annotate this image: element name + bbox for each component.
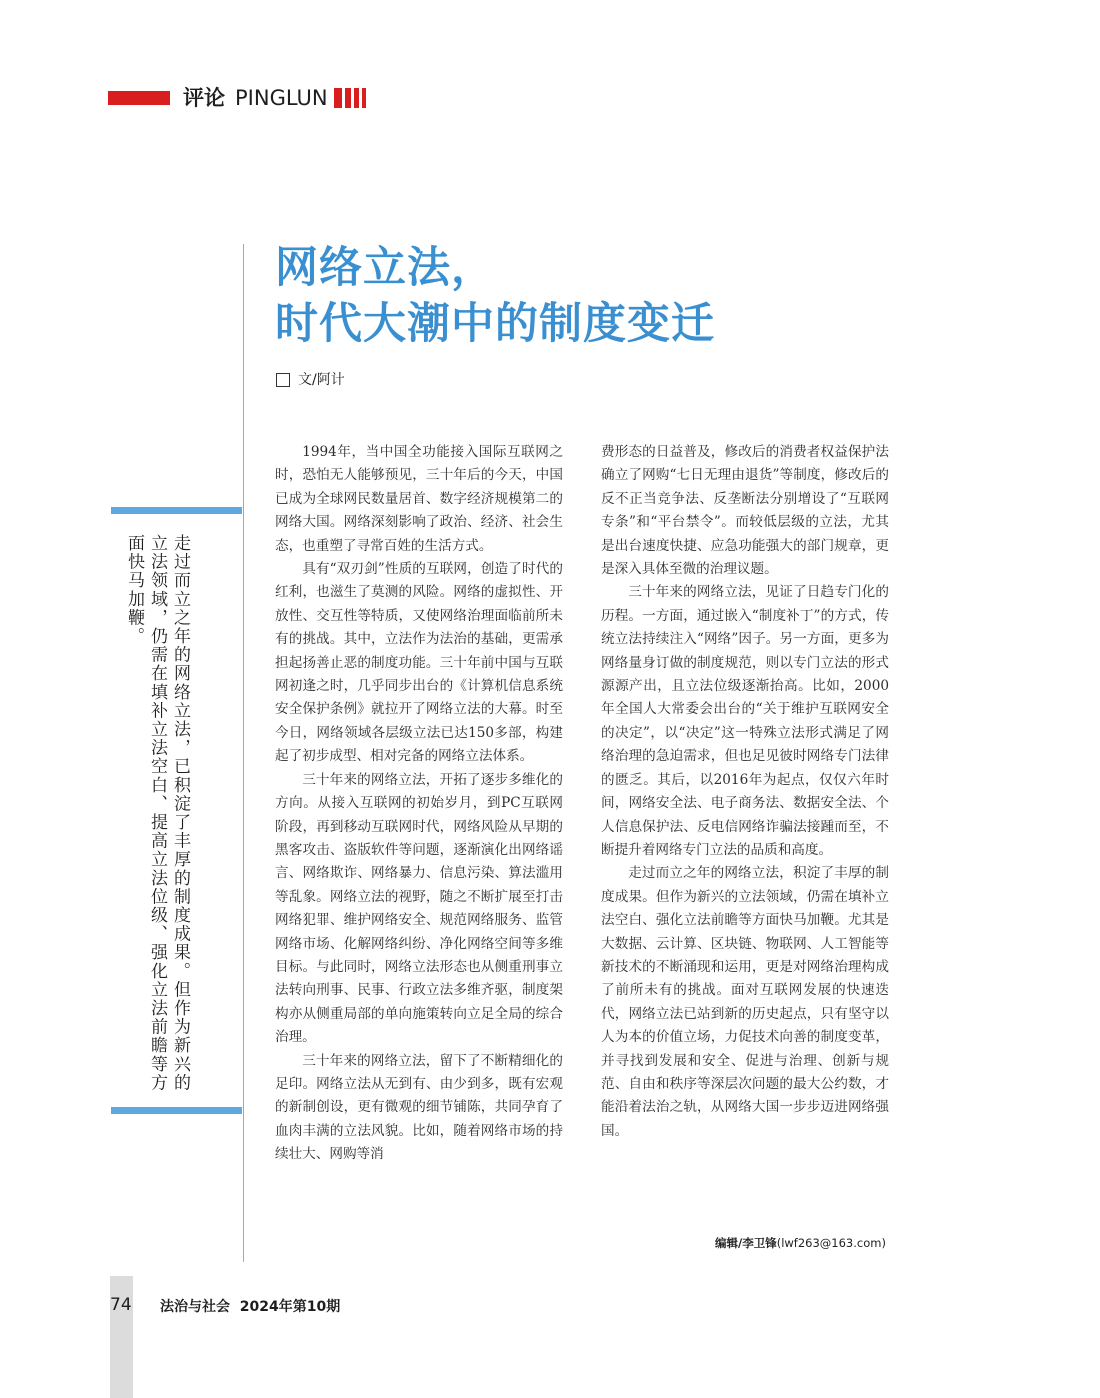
header-bar xyxy=(362,88,366,108)
paragraph-continued: 费形态的日益普及，修改后的消费者权益保护法确立了网购“七日无理由退货”等制度，修改后的反不正当竞争法、反垄断法分别增设了“互联网专条”和“平台禁令”。而较低层级的立法，尤其是出台速度快捷、应急功能强大的部门规章，更是深入具体至微的治理议题。 xyxy=(601,444,889,578)
publication-info xyxy=(160,1296,340,1316)
publication-name: 法治与社会 xyxy=(160,1299,230,1315)
header-bars xyxy=(334,88,366,108)
body-column-1 xyxy=(275,441,563,1167)
editor-name: 编辑/李卫锋 xyxy=(715,1236,777,1250)
issue-number: 2024年第10期 xyxy=(239,1299,341,1315)
editor-email: (lwf263@163.com) xyxy=(776,1236,886,1250)
paragraph: 三十年来的网络立法，开拓了逐步多维化的方向。从接入互联网的初始岁月，到PC互联网阶段，再到移动互联网时代，网络风险从早期的黑客攻击、盗版软件等问题，逐渐演化出网络谣言、网络欺诈、网络暴力、信息污染、算法滥用等乱象。网络立法的视野，随之不断扩展至打击网络犯罪、维护网络安全、规范网络服务、监管网络市场、化解网络纠纷、净化网络空间等多维目标。与此同时，网络立法形态也从侧重刑事立法转向刑事、民事、行政立法多维齐驱，制度架构亦从侧重局部的单向施策转向立足全局的综合治理。 xyxy=(275,771,563,1046)
pullquote-bottom-bar xyxy=(111,1107,242,1114)
byline-box-icon xyxy=(276,373,290,387)
editor-credit xyxy=(715,1235,886,1251)
section-name-cn: 评论 xyxy=(183,86,225,110)
paragraph: 1994年，当中国全功能接入国际互联网之时，恐怕无人能够预见，三十年后的今天，中国已成为全球网民数量居首、数字经济规模第二的网络大国。网络深刻影响了政治、经济、社会生态，也重塑了寻常百姓的生活方式。 xyxy=(275,444,563,554)
page-number: 74 xyxy=(110,1295,132,1315)
header-red-block xyxy=(108,91,170,105)
header-bar xyxy=(345,88,351,108)
pullquote-top-bar xyxy=(111,507,242,514)
header-bar xyxy=(354,88,359,108)
byline xyxy=(276,370,345,390)
paragraph: 具有“双刃剑”性质的互联网，创造了时代的红利，也滋生了莫测的风险。网络的虚拟性、开放性、交互性等特质，又使网络治理面临前所未有的挑战。其中，立法作为法治的基础，更需承担起扬善止恶的制度功能。三十年前中国与互联网初逢之时，几乎同步出台的《计算机信息系统安全保护条例》就拉开了网络立法的大幕。时至今日，网络领域各层级立法已达150多部，构建起了初步成型、相对完备的网络立法体系。 xyxy=(275,561,563,765)
paragraph: 走过而立之年的网络立法，积淀了丰厚的制度成果。但作为新兴的立法领域，仍需在填补立法空白、强化立法前瞻等方面快马加鞭。尤其是大数据、云计算、区块链、物联网、人工智能等新技术的不断涌现和运用，更是对网络治理构成了前所未有的挑战。面对互联网发展的快速迭代，网络立法已站到新的历史起点，只有坚守以人为本的价值立场，力促技术向善的制度变革，并寻找到发展和安全、促进与治理、创新与规范、自由和秩序等深层次问题的最大公约数，才能沿着法治之轨，从网络大国一步步迈进网络强国。 xyxy=(601,865,889,1139)
paragraph: 三十年来的网络立法，见证了日趋专门化的历程。一方面，通过嵌入“制度补丁”的方式，传统立法持续注入“网络”因子。另一方面，更多为网络量身订做的制度规范，则以专门立法的形式源源产出，且立法位级逐渐抬高。比如，2000年全国人大常委会出台的“关于维护互联网安全的决定”，以“决定”这一特殊立法形式满足了网络治理的急迫需求，但也足见彼时网络专门法律的匮乏。其后，以2016年为起点，仅仅六年时间，网络安全法、电子商务法、数据安全法、个人信息保护法、反电信网络诈骗法接踵而至，不断提升着网络专门立法的品质和高度。 xyxy=(601,584,889,858)
section-name-en: PINGLUN xyxy=(235,86,328,110)
vertical-divider xyxy=(243,244,244,1262)
section-header xyxy=(183,84,328,112)
article-title-line2: 时代大潮中的制度变迁 xyxy=(275,299,715,349)
header-bar xyxy=(334,88,342,108)
pull-quote: 走过而立之年的网络立法，已积淀了丰厚的制度成果。但作为新兴的立法领域，仍需在填补立法空白、提高立法位级、强化立法前瞻等方面快马加鞭。 xyxy=(124,534,190,1092)
article-title xyxy=(275,240,715,352)
body-column-2 xyxy=(601,441,889,1143)
paragraph: 三十年来的网络立法，留下了不断精细化的足印。网络立法从无到有、由少到多，既有宏观的新制创设，更有微观的细节铺陈，共同孕育了血肉丰满的立法风貌。比如，随着网络市场的持续壮大、网购等消 xyxy=(275,1052,563,1163)
author: 文/阿计 xyxy=(298,372,345,388)
article-title-line1: 网络立法， xyxy=(275,243,495,293)
